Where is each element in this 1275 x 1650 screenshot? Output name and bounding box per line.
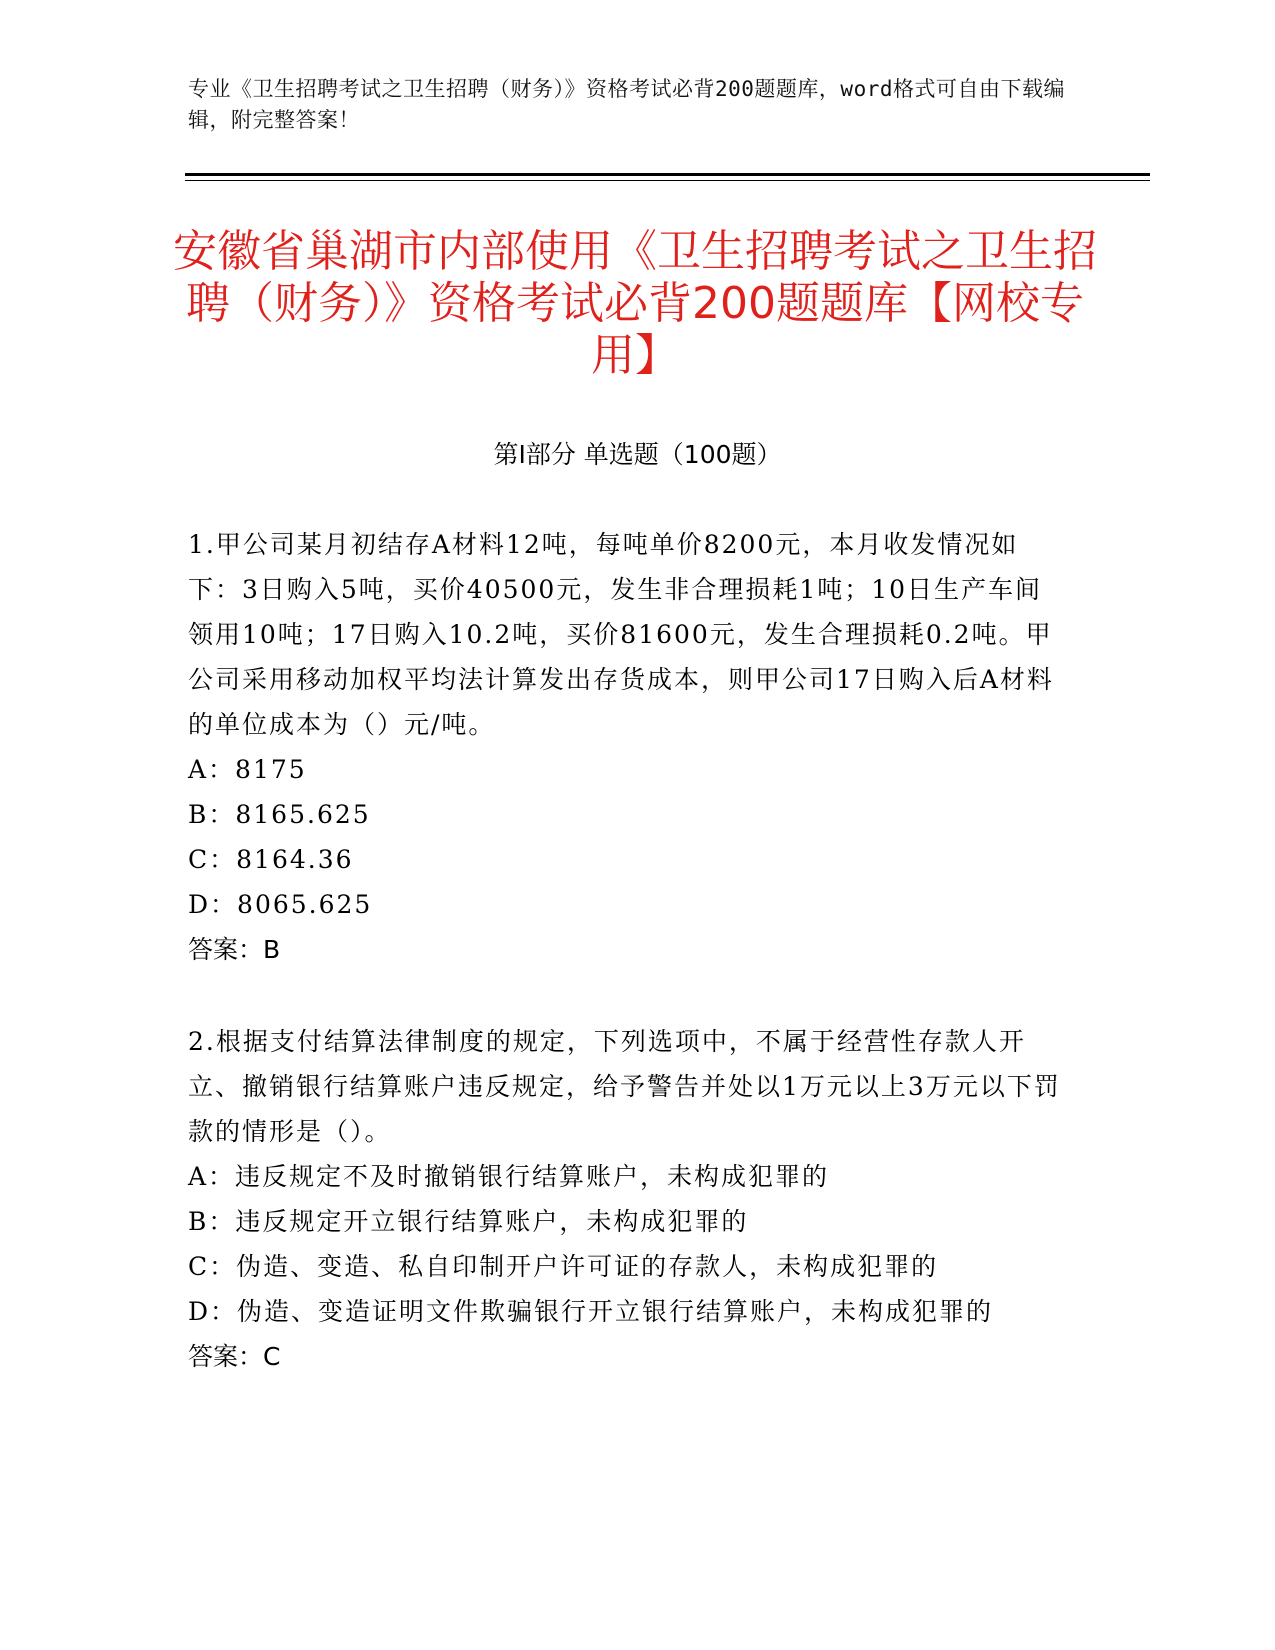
- option-c: C：8164.36: [188, 845, 354, 874]
- header-note: 专业《卫生招聘考试之卫生招聘（财务）》资格考试必背200题题库，word格式可自由下载编辑，附完整答案！: [188, 77, 1065, 132]
- option-d: D：8065.625: [188, 890, 373, 919]
- answer: 答案：C: [188, 1342, 281, 1371]
- option-a: A：8175: [188, 755, 307, 784]
- option-b: B：8165.625: [188, 800, 371, 829]
- section-heading: 第Ⅰ部分 单选题（100题）: [493, 440, 782, 469]
- option-c: C：伪造、变造、私自印制开户许可证的存款人，未构成犯罪的: [188, 1252, 939, 1281]
- document-title: 安徽省巢湖市内部使用《卫生招聘考试之卫生招聘（财务）》资格考试必背200题题库【网校专用】: [173, 226, 1097, 381]
- option-d: D：伪造、变造证明文件欺骗银行开立银行结算账户，未构成犯罪的: [188, 1297, 994, 1326]
- question-text: 1.甲公司某月初结存A材料12吨，每吨单价8200元，本月收发情况如下：3日购入5吨，买价40500元，发生非合理损耗1吨；10日生产车间领用10吨；17日购入10.2吨，买价81600元，发生合理损耗0.2吨。甲公司采用移动加权平均法计算发出存货成本，则甲公司17日购入后A材料的单位成本为（）元/吨。: [188, 530, 1054, 739]
- question-2: [188, 1019, 1068, 1379]
- header-divider-thick: [185, 173, 1150, 176]
- answer: 答案：B: [188, 935, 281, 964]
- question-text: 2.根据支付结算法律制度的规定，下列选项中，不属于经营性存款人开立、撤销银行结算账户违反规定，给予警告并处以1万元以上3万元以下罚款的情形是（）。: [188, 1027, 1061, 1146]
- option-b: B：违反规定开立银行结算账户，未构成犯罪的: [188, 1207, 749, 1236]
- question-list: [188, 522, 1068, 1426]
- question-1: [188, 522, 1068, 972]
- option-a: A：违反规定不及时撤销银行结算账户，未构成犯罪的: [188, 1162, 830, 1191]
- header-divider-thin: [185, 180, 1150, 181]
